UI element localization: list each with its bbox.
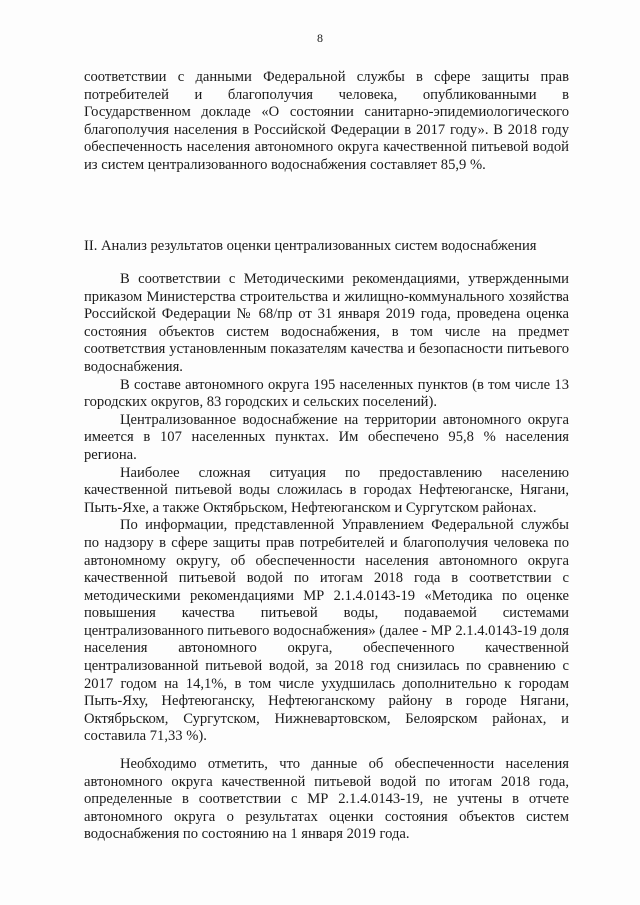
paragraph-methodology: В соответствии с Методическими рекомендациями, утвержденными приказом Министерства строительства и жилищно-коммунального хозяйства Российской Федерации № 68/пр от 31 января 2019 года, проведена оценка состояния объектов систем водоснабжения, в том числе на предмет соответствия установленным показателям качества и безопасности питьевого водоснабжения. bbox=[84, 271, 569, 375]
paragraph-central-supply: Централизованное водоснабжение на территории автономного округа имеется в 107 населенных пунктах. Им обеспечено 95,8 % населения региона. bbox=[84, 411, 569, 463]
paragraph-note: Необходимо отметить, что данные об обеспеченности населения автономного округа качественной питьевой водой по итогам 2018 года, определенные в соответствии с МР 2.1.4.0143-19, не учтены в отчете автономного округа о результатах оценки состояния объектов систем водоснабжения по состоянию на 1 января 2019 года. bbox=[84, 756, 569, 843]
section-body bbox=[84, 271, 569, 844]
continuation-paragraph: соответствии с данными Федеральной службы в сфере защиты прав потребителей и благополучия человека, опубликованными в Государственном докладе «О состоянии санитарно-эпидемиологического благополучия населения в Российской Федерации в 2017 году». В 2018 году обеспеченность населения автономного округа качественной питьевой водой из систем централизованного водоснабжения составляет 85,9 %. bbox=[84, 69, 569, 173]
page-number: 8 bbox=[317, 31, 323, 45]
paragraph-rospotrebnadzor-info: По информации, представленной Управлением Федеральной службы по надзору в сфере защиты прав потребителей и благополучия человека по автономному округу, об обеспеченности населения автономного округа качественной питьевой водой по итогам 2018 года в соответствии с методическими рекомендациями МР 2.1.4.0143-19 «Методика по оценке повышения качества питьевой воды, подаваемой системами централизованного питьевого водоснабжения» (далее - МР 2.1.4.0143-19 доля населения автономного округа, обеспеченного качественной централизованной питьевой водой, за 2018 год снизилась по сравнению с 2017 годом на 14,1%, в том числе ухудшилась дополнительно к городам Пыть-Яху, Нефтеюганску, Нефтеюганскому району в городе Нягани, Октябрьском, Сургутском, Нижневартовском, Белоярском районах, и составила 71,33 %). bbox=[84, 517, 569, 745]
paragraph-difficult-situation: Наиболее сложная ситуация по предоставлению населению качественной питьевой воды сложилась в городах Нефтеюганске, Нягани, Пыть-Яхе, а также Октябрьском, Нефтеюганском и Сургутском районах. bbox=[84, 464, 569, 516]
section-heading-block bbox=[84, 238, 569, 256]
section-heading: II. Анализ результатов оценки централизованных систем водоснабжения bbox=[84, 238, 537, 254]
continuation-paragraph-block bbox=[84, 69, 569, 175]
paragraph-settlements: В составе автономного округа 195 населенных пунктов (в том числе 13 городских округов, 83 городских и сельских поселений). bbox=[84, 376, 569, 411]
